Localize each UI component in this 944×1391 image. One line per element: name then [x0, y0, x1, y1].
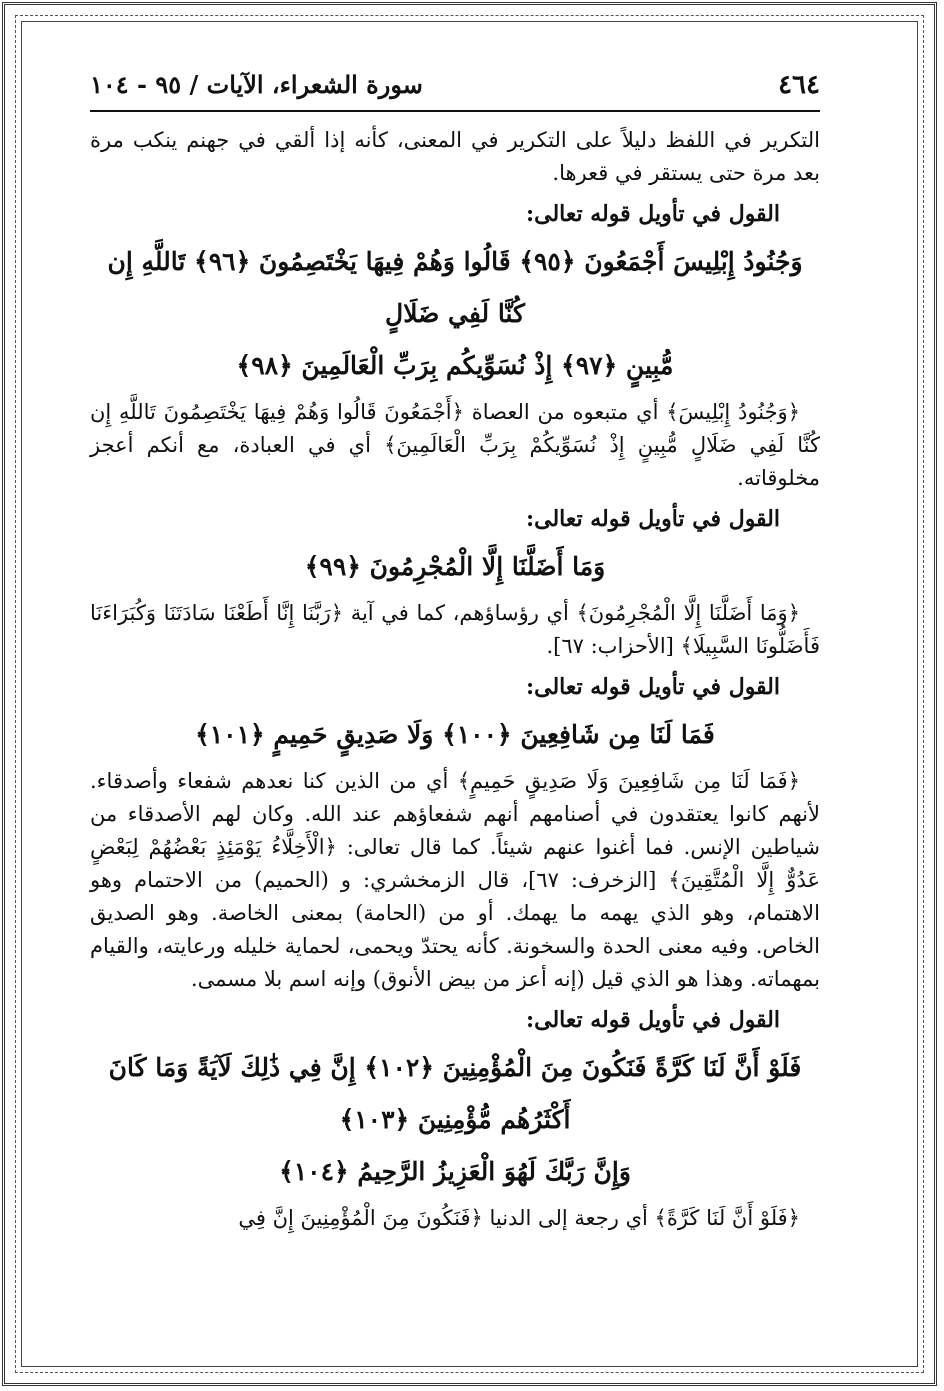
quran-verse-block [90, 236, 820, 392]
surah-range-title: سورة الشعراء، الآيات / ٩٥ - ١٠٤ [90, 70, 423, 99]
quran-verse-block [90, 709, 820, 761]
verse-line: فَلَوْ أَنَّ لَنَا كَرَّةً فَنَكُونَ مِنَ الْمُؤْمِنِينَ ﴿١٠٢﴾ إِنَّ فِي ذَٰلِكَ لَآيَةً وَمَا كَانَ أَكْثَرُهُم مُّؤْمِنِينَ ﴿١٠٣﴾ [108, 1053, 802, 1134]
verse-line: وَمَا أَضَلَّنَا إِلَّا الْمُجْرِمُونَ ﴿٩٩﴾ [304, 552, 606, 581]
paragraph: التكرير في اللفظ دليلاً على التكرير في المعنى، كأنه إذا ألقي في جهنم ينكب مرة بعد مرة حتى يستقر في قعرها. [90, 128, 820, 185]
verse-line: وَإِنَّ رَبَّكَ لَهُوَ الْعَزِيزُ الرَّحِيمُ ﴿١٠٤﴾ [279, 1157, 631, 1186]
verse-line: مُّبِينٍ ﴿٩٧﴾ إِذْ نُسَوِّيكُم بِرَبِّ الْعَالَمِينَ ﴿٩٨﴾ [236, 351, 674, 380]
verse-line: وَجُنُودُ إِبْلِيسَ أَجْمَعُونَ ﴿٩٥﴾ قَالُوا وَهُمْ فِيهَا يَخْتَصِمُونَ ﴿٩٦﴾ تَاللَّهِ إِن كُنَّا لَفِي ضَلَالٍ [107, 247, 803, 328]
page-content [90, 70, 820, 1239]
verse-line: فَمَا لَنَا مِن شَافِعِينَ ﴿١٠٠﴾ وَلَا صَدِيقٍ حَمِيمٍ ﴿١٠١﴾ [195, 720, 715, 749]
paragraph: ﴿وَمَا أَضَلَّنَا إِلَّا الْمُجْرِمُونَ﴾ أي رؤساؤهم، كما في آية ﴿رَبَّنَا إِنَّا أَطَعْنَا سَادَتَنَا وَكُبَرَاءَنَا فَأَضَلُّونَا السَّبِيلَا﴾ [الأحزاب: ٦٧]. [90, 601, 820, 658]
paragraph: ﴿فَلَوْ أَنَّ لَنَا كَرَّةً﴾ أي رجعة إلى الدنيا ﴿فَنَكُونَ مِنَ الْمُؤْمِنِينَ إِنَّ فِي [238, 1206, 800, 1230]
section-heading: القول في تأويل قوله تعالى: [526, 674, 780, 700]
quran-verse-block [90, 1042, 820, 1198]
quran-verse-block [90, 541, 820, 593]
page-number: ٤٦٤ [778, 70, 820, 100]
section-heading: القول في تأويل قوله تعالى: [526, 506, 780, 532]
paragraph: ﴿وَجُنُودُ إِبْلِيسَ﴾ أي متبعوه من العصاة ﴿أَجْمَعُونَ قَالُوا وَهُمْ فِيهَا يَخْتَصِمُونَ تَاللَّهِ إِن كُنَّا لَفِي ضَلَالٍ مُّبِينٍ إِذْ نُسَوِّيكُمْ بِرَبِّ الْعَالَمِينَ﴾ أي في العبادة، مع أنكم أعجز مخلوقاته. [90, 400, 820, 490]
section-heading: القول في تأويل قوله تعالى: [526, 201, 780, 227]
section-heading: القول في تأويل قوله تعالى: [526, 1007, 780, 1033]
page-header [90, 70, 820, 112]
paragraph: ﴿فَمَا لَنَا مِن شَافِعِينَ وَلَا صَدِيقٍ حَمِيمٍ﴾ أي من الذين كنا نعدهم شفعاء وأصدقاء. لأنهم كانوا يعتقدون في أصنامهم أنهم شفعاؤهم عند الله. وكان لهم الأصدقاء من شياطين الإنس. فما أغنوا عنهم شيئاً. كما قال تعالى: ﴿الْأَخِلَّاءُ يَوْمَئِذٍ بَعْضُهُمْ لِبَعْضٍ عَدُوٌّ إِلَّا الْمُتَّقِينَ﴾ [الزخرف: ٦٧]، قال الزمخشري: و (الحميم) من الاحتمام وهو الاهتمام، وهو الذي يهمه ما يهمك. أو من (الحامة) بمعنى الخاصة. وهو الصديق الخاص. وفيه معنى الحدة والسخونة. كأنه يحتدّ ويحمى، لحماية خليله ورعايته، والقيام بمهماته. وهذا هو الذي قيل (إنه أعز من بيض الأنوق) وإنه اسم بلا مسمى. [90, 769, 820, 991]
